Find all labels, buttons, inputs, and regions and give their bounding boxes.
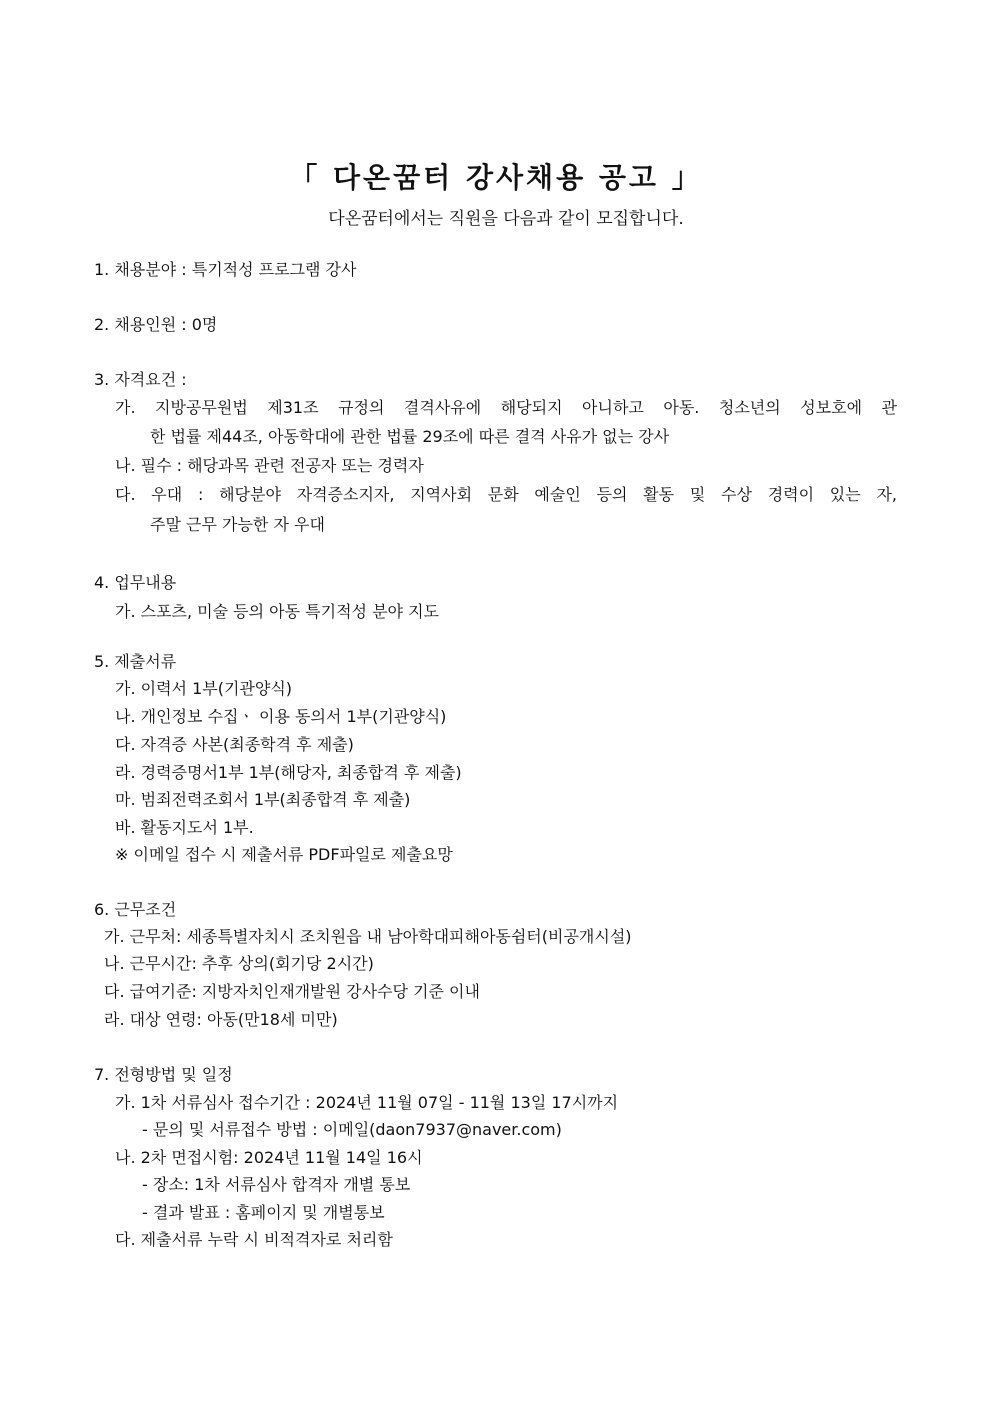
section-7-item-na: 나. 2차 면접시험: 2024년 11월 14일 16시 [115,1148,423,1167]
section-5-item-ma: 마. 범죄전력조회서 1부(최종합격 후 제출) [115,790,411,809]
section-6-item-da: 다. 급여기준: 지방자치인재개발원 강사수당 기준 이내 [104,982,480,1001]
section-7-item-na-sub1: - 장소: 1차 서류심사 합격자 개별 통보 [142,1175,411,1194]
section-5-item-ra: 라. 경력증명서1부 1부(해당자, 최종합격 후 제출) [115,763,462,782]
section-7-item-ga-sub: - 문의 및 서류접수 방법 : 이메일(daon7937@naver.com) [142,1120,562,1139]
section-5-item-na: 나. 개인정보 수집ㆍ 이용 동의서 1부(기관양식) [115,707,447,726]
section-3-item-na: 나. 필수 : 해당과목 관련 전공자 또는 경력자 [115,456,424,475]
page-title: 「 다온꿈터 강사채용 공고 」 [289,161,703,194]
section-5-note: ※ 이메일 접수 시 제출서류 PDF파일로 제출요망 [115,845,453,864]
section-6-item-ra: 라. 대상 연령: 아동(만18세 미만) [104,1010,338,1029]
section-7-item-na-sub2: - 결과 발표 : 홈페이지 및 개별통보 [142,1203,385,1222]
page-subtitle: 다온꿈터에서는 직원을 다음과 같이 모집합니다. [328,209,684,229]
section-5-item-ba: 바. 활동지도서 1부. [115,818,254,837]
section-3-item-da-line1: 다. 우대 : 해당분야 자격증소지자, 지역사회 문화 예술인 등의 활동 및 수상 경력이 있는 자, [115,485,897,504]
section-4-item-ga: 가. 스포츠, 미술 등의 아동 특기적성 분야 지도 [115,602,439,621]
section-7-item-ga: 가. 1차 서류심사 접수기간 : 2024년 11월 07일 - 11월 13일 17시까지 [115,1093,619,1112]
section-5-item-ga: 가. 이력서 1부(기관양식) [115,679,293,698]
section-2-recruit-count: 2. 채용인원 : 0명 [94,315,218,334]
section-4-heading: 4. 업무내용 [94,573,177,592]
section-5-item-da: 다. 자격증 사본(최종학격 후 제출) [115,735,354,754]
section-3-item-ga-line1: 가. 지방공무원법 제31조 규정의 결격사유에 해당되지 아니하고 아동. 청소년의 성보호에 관 [115,398,897,417]
section-7-heading: 7. 전형방법 및 일정 [94,1065,233,1084]
section-3-heading: 3. 자격요건 : [94,370,187,389]
section-6-heading: 6. 근무조건 [94,900,177,919]
section-3-item-ga-line2: 한 법률 제44조, 아동학대에 관한 법률 29조에 따른 결격 사유가 없는 강사 [150,427,670,446]
section-6-item-na: 나. 근무시간: 추후 상의(회기당 2시간) [104,954,374,973]
section-5-heading: 5. 제출서류 [94,652,177,671]
section-3-item-da-line2: 주말 근무 가능한 자 우대 [150,515,325,534]
section-7-item-da: 다. 제출서류 누락 시 비적격자로 처리함 [115,1230,393,1249]
section-6-item-ga: 가. 근무처: 세종특별자치시 조치원읍 내 남아학대피해아동쉼터(비공개시설) [104,927,632,946]
section-1-recruit-field: 1. 채용분야 : 특기적성 프로그램 강사 [94,260,357,279]
